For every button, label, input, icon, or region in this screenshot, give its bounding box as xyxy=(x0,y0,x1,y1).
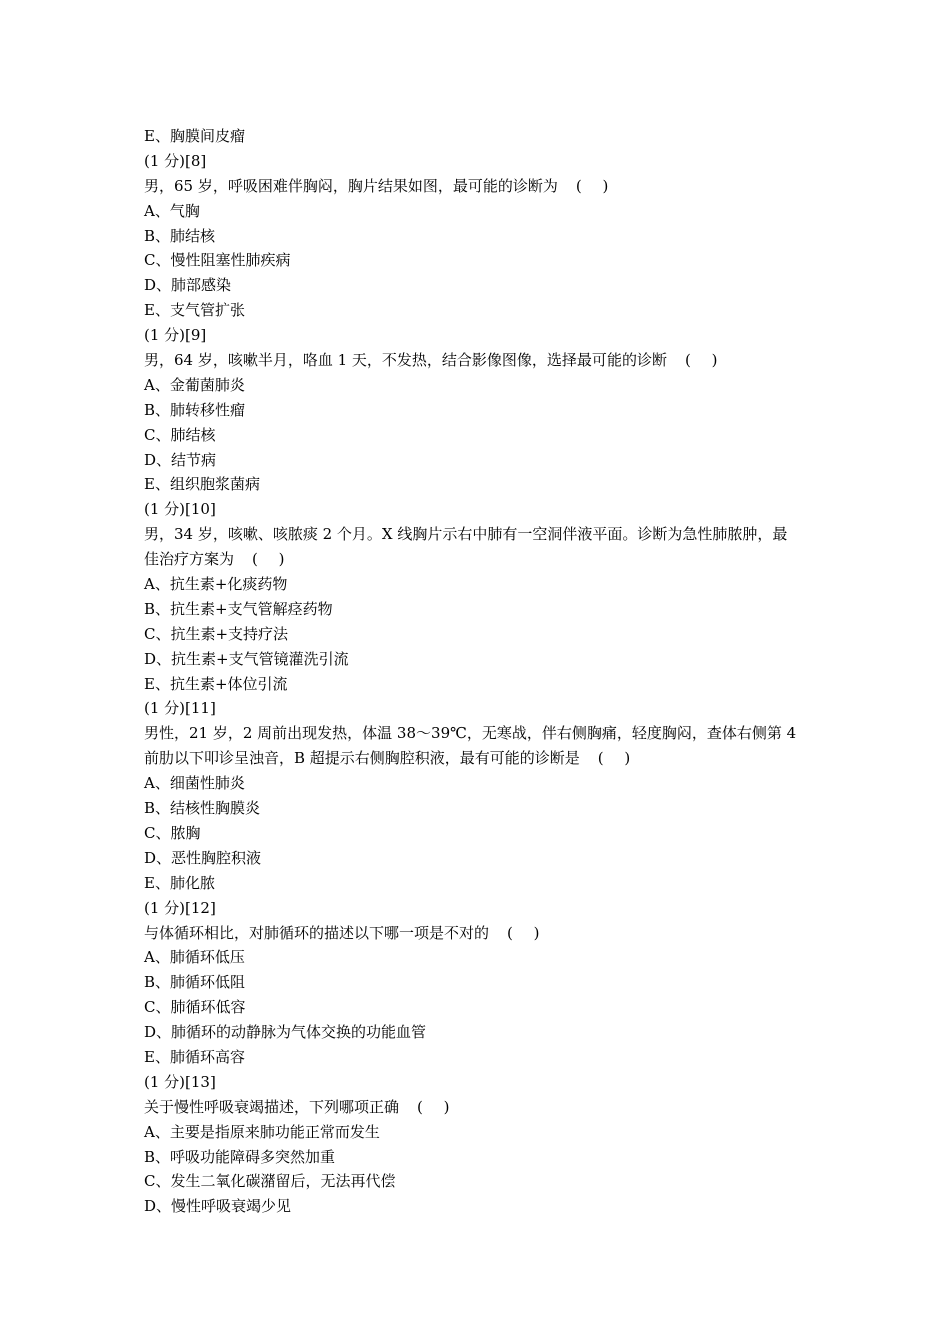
option-line: B、肺循环低阻 xyxy=(144,973,246,992)
option-line: E、组织胞浆菌病 xyxy=(144,475,260,494)
question-text: 佳治疗方案为 xyxy=(144,550,235,569)
option-line: A、抗生素+化痰药物 xyxy=(144,575,288,594)
option-line: C、脓胸 xyxy=(144,823,201,842)
question-stem xyxy=(144,348,814,373)
option-line: C、慢性阻塞性肺疾病 xyxy=(144,251,291,270)
answer-paren: ( ) xyxy=(597,749,639,768)
option-line: A、细菌性肺炎 xyxy=(144,774,245,793)
option-line: C、抗生素+支持疗法 xyxy=(144,624,289,643)
answer-paren: ( ) xyxy=(575,176,617,195)
question-stem-line-2 xyxy=(144,547,814,572)
score-line: (1 分)[11] xyxy=(144,699,216,718)
question-text: 与体循环相比，对肺循环的描述以下哪一项是不对的 xyxy=(144,923,490,942)
score-line: (1 分)[8] xyxy=(144,151,207,170)
option-line: B、结核性胸膜炎 xyxy=(144,799,261,818)
option-line: B、肺结核 xyxy=(144,226,216,245)
option-line: C、肺结核 xyxy=(144,425,216,444)
option-line: D、肺部感染 xyxy=(144,276,232,295)
question-stem xyxy=(144,1095,814,1120)
option-line: A、气胸 xyxy=(144,201,200,220)
question-stem xyxy=(144,921,814,946)
option-line: A、肺循环低压 xyxy=(144,948,245,967)
option-line: B、抗生素+支气管解痉药物 xyxy=(144,599,333,618)
option-line: D、恶性胸腔积液 xyxy=(144,848,262,867)
answer-paren: ( ) xyxy=(252,550,293,569)
question-text: 关于慢性呼吸衰竭描述，下列哪项正确 xyxy=(144,1097,400,1116)
option-line: E、胸膜间皮瘤 xyxy=(144,127,245,145)
answer-paren: ( ) xyxy=(684,351,726,370)
answer-paren: ( ) xyxy=(417,1097,458,1116)
question-text: 男，64 岁，咳嗽半月，咯血 1 天，不发热，结合影像图像，选择最可能的诊断 xyxy=(144,351,667,370)
question-text: 前肋以下叩诊呈浊音，B 超提示右侧胸腔积液，最有可能的诊断是 xyxy=(144,749,580,768)
option-line: E、支气管扩张 xyxy=(144,301,245,320)
option-line: A、主要是指原来肺功能正常而发生 xyxy=(144,1122,380,1141)
option-line: C、肺循环低容 xyxy=(144,998,246,1017)
option-line: E、肺循环高容 xyxy=(144,1047,245,1066)
option-line: A、金葡菌肺炎 xyxy=(144,375,245,394)
score-line: (1 分)[12] xyxy=(144,898,216,917)
score-line: (1 分)[9] xyxy=(144,326,207,345)
option-line: D、慢性呼吸衰竭少见 xyxy=(144,1197,292,1216)
answer-paren: ( ) xyxy=(507,923,548,942)
question-text: 男，65 岁，呼吸困难伴胸闷，胸片结果如图，最可能的诊断为 xyxy=(144,176,558,195)
question-stem-line-2 xyxy=(144,746,814,771)
question-stem-line-1: 男，34 岁，咳嗽、咳脓痰 2 个月。X 线胸片示右中肺有一空洞伴液平面。诊断为急性肺脓肿，最 xyxy=(144,525,788,544)
option-line: E、抗生素+体位引流 xyxy=(144,674,288,693)
option-line: D、抗生素+支气管镜灌洗引流 xyxy=(144,649,349,668)
score-line: (1 分)[10] xyxy=(144,500,216,519)
score-line: (1 分)[13] xyxy=(144,1072,216,1091)
option-line: B、呼吸功能障碍多突然加重 xyxy=(144,1147,336,1166)
document-page xyxy=(144,124,814,1219)
question-stem xyxy=(144,174,814,199)
option-line: D、结节病 xyxy=(144,450,217,469)
option-line: C、发生二氧化碳潴留后，无法再代偿 xyxy=(144,1172,396,1191)
option-line: B、肺转移性瘤 xyxy=(144,400,246,419)
question-stem-line-1: 男性，21 岁，2 周前出现发热，体温 38～39℃，无寒战，伴右侧胸痛，轻度胸闷，查体右侧第 4 xyxy=(144,724,797,743)
option-line: E、肺化脓 xyxy=(144,873,215,892)
option-line: D、肺循环的动静脉为气体交换的功能血管 xyxy=(144,1023,427,1042)
